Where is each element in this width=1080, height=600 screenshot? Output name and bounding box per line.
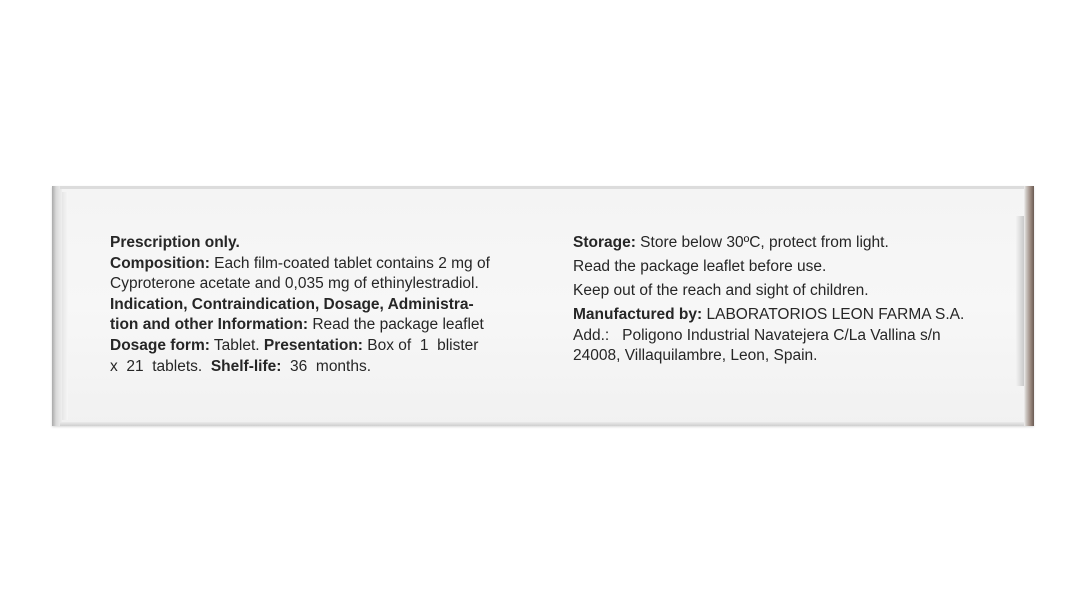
storage-text: Store below 30ºC, protect from light.: [635, 234, 889, 251]
dosage-line: [110, 336, 540, 357]
composition-label: Composition:: [110, 254, 210, 272]
indication-label-1: Indication, Contraindication, Dosage, Administra-: [110, 295, 474, 313]
address-line-1: Add.: Poligono Industrial Navatejera C/La Vallina s/n: [573, 326, 941, 344]
storage-line: [573, 233, 1013, 254]
indication-text: Read the package leaflet: [308, 316, 484, 334]
product-info-column: [110, 233, 540, 377]
manufacturer-line: [573, 305, 1013, 326]
storage-manufacturer-column: [573, 233, 1013, 367]
address-line-2: 24008, Villaquilambre, Leon, Spain.: [573, 347, 818, 365]
dosage-label: Dosage form:: [110, 336, 210, 354]
box-left-flap: [62, 192, 68, 420]
manufacturer-name: LABORATORIOS LEON FARMA S.A.: [702, 306, 965, 324]
composition-line-1: [110, 254, 540, 275]
box-top-edge: [60, 186, 1026, 189]
storage-label: Storage:: [573, 234, 636, 251]
indication-line-2: [110, 315, 540, 336]
presentation-label: Presentation:: [263, 336, 363, 354]
shelf-life-text: 36 months.: [281, 357, 372, 375]
box-right-edge: [1024, 186, 1034, 426]
medicine-box-side: [52, 186, 1034, 426]
prescription-note: Prescription only.: [110, 234, 240, 251]
box-right-flap: [1016, 216, 1024, 386]
box-bottom-edge: [60, 422, 1026, 426]
keep-out-of-reach-note: Keep out of the reach and sight of children.: [573, 282, 869, 300]
presentation-text-1: Box of 1 blister: [362, 336, 479, 354]
composition-text-1: Each film-coated tablet contains 2 mg of: [209, 254, 490, 272]
read-leaflet-note: Read the package leaflet before use.: [573, 258, 827, 276]
dosage-text: Tablet.: [209, 336, 264, 354]
indication-label-2: tion and other Information:: [110, 316, 309, 334]
box-left-edge: [52, 186, 62, 426]
presentation-shelf-line: [110, 357, 540, 378]
manufactured-by-label: Manufactured by:: [573, 306, 703, 324]
shelf-life-label: Shelf-life:: [210, 357, 282, 375]
composition-text-2: Cyproterone acetate and 0,035 mg of ethinylestradiol.: [110, 275, 479, 293]
presentation-text-2: x 21 tablets.: [110, 357, 211, 375]
